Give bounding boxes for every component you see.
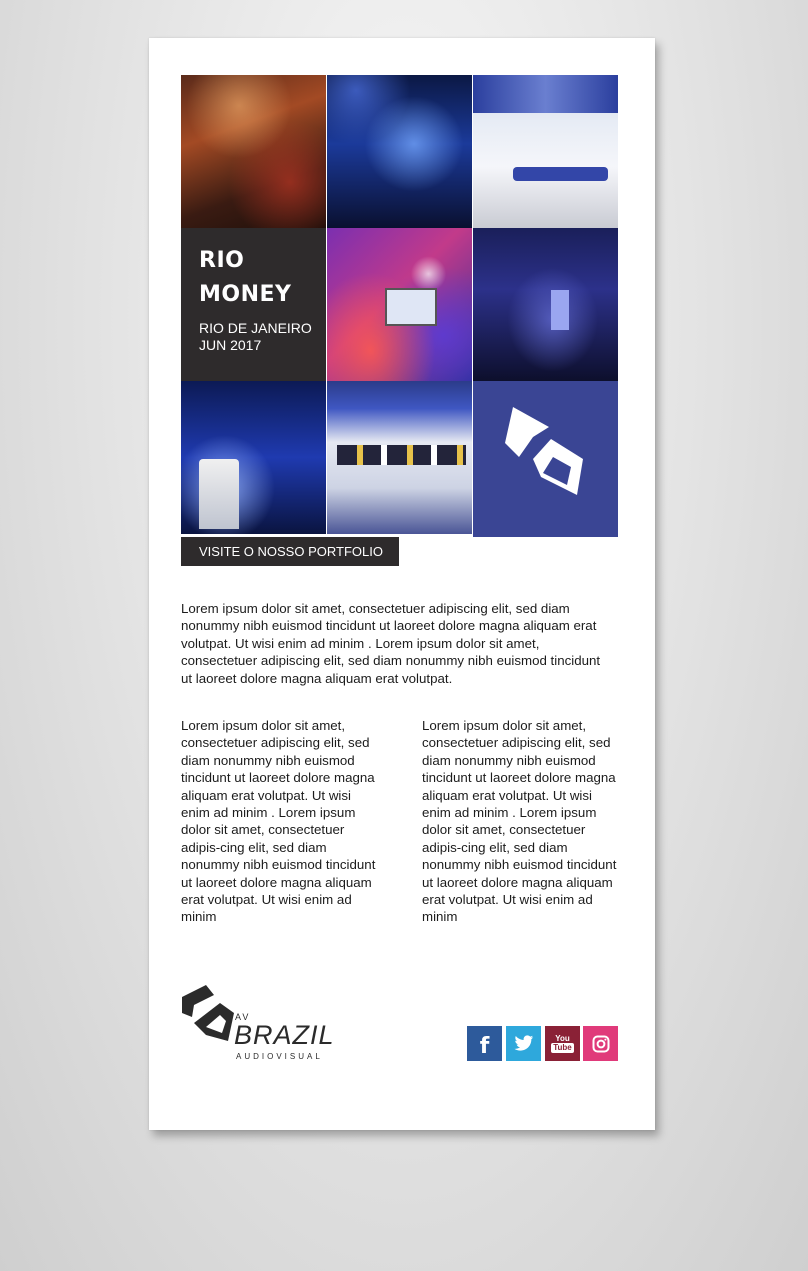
event-title-line2: MONEY — [199, 282, 292, 307]
brand-logo-tile — [473, 381, 618, 537]
event-tile — [181, 228, 326, 381]
youtube-icon-top: You — [555, 1034, 570, 1043]
photo-conference-room — [327, 228, 472, 381]
facebook-icon: f — [479, 1033, 490, 1059]
brand-mark-icon — [503, 403, 589, 501]
photo-grid — [181, 75, 618, 537]
youtube-button[interactable] — [545, 1026, 580, 1061]
av-brazil-logo — [180, 983, 350, 1068]
brand-tagline: AUDIOVISUAL — [236, 1052, 323, 1061]
right-column-paragraph: Lorem ipsum dolor sit amet, consectetuer adipiscing elit, sed diam nonummy nibh euismod tincidunt ut laoreet dolore magna aliquam erat volutpat. Ut wisi enim ad minim . Lorem ipsum dolor sit amet, consectetuer adipis-cing elit, sed diam nonummy nibh euismod tincidunt ut laoreet dolore magna aliquam erat volutpat. Ut wisi enim ad minim — [422, 718, 617, 925]
portfolio-button[interactable]: VISITE O NOSSO PORTFOLIO — [181, 537, 399, 566]
brand-name: BRAZIL — [234, 1020, 335, 1050]
photo-podium-booth — [181, 381, 326, 534]
youtube-icon-box: Tube — [553, 1043, 572, 1052]
twitter-icon — [514, 1035, 534, 1052]
photo-retail-store — [181, 75, 326, 228]
instagram-button[interactable] — [583, 1026, 618, 1061]
twitter-button[interactable] — [506, 1026, 541, 1061]
intro-paragraph: Lorem ipsum dolor sit amet, consectetuer adipiscing elit, sed diam nonummy nibh euismod tincidunt ut laoreet dolore magna aliquam erat volutpat. Ut wisi enim ad minim . Lorem ipsum dolor sit amet, consectetuer adipiscing elit, sed diam nonummy nibh euismod tincidunt ut laoreet dolore magna aliquam erat volutpat. — [181, 601, 601, 686]
photo-dark-stage — [473, 228, 618, 381]
instagram-icon — [592, 1035, 610, 1053]
event-title-line1: RIO — [199, 248, 245, 273]
photo-booth-counter — [473, 75, 618, 228]
av-brazil-mark-icon — [180, 983, 238, 1043]
photo-exhibit-screens — [327, 381, 472, 534]
left-column-paragraph: Lorem ipsum dolor sit amet, consectetuer adipiscing elit, sed diam nonummy nibh euismod tincidunt ut laoreet dolore magna aliquam erat volutpat. Ut wisi enim ad minim . Lorem ipsum dolor sit amet, consectetuer adipis-cing elit, sed diam nonummy nibh euismod tincidunt ut laoreet dolore magna aliquam erat volutpat. Ut wisi enim ad minim — [181, 718, 376, 925]
newsletter-sheet — [149, 38, 655, 1130]
event-date: JUN 2017 — [199, 337, 262, 353]
event-info — [199, 244, 312, 354]
event-city: RIO DE JANEIRO — [199, 320, 312, 336]
facebook-button[interactable] — [467, 1026, 502, 1061]
brand-prefix: AV — [235, 1012, 251, 1022]
youtube-icon — [551, 1034, 574, 1053]
photo-stage-event — [327, 75, 472, 228]
